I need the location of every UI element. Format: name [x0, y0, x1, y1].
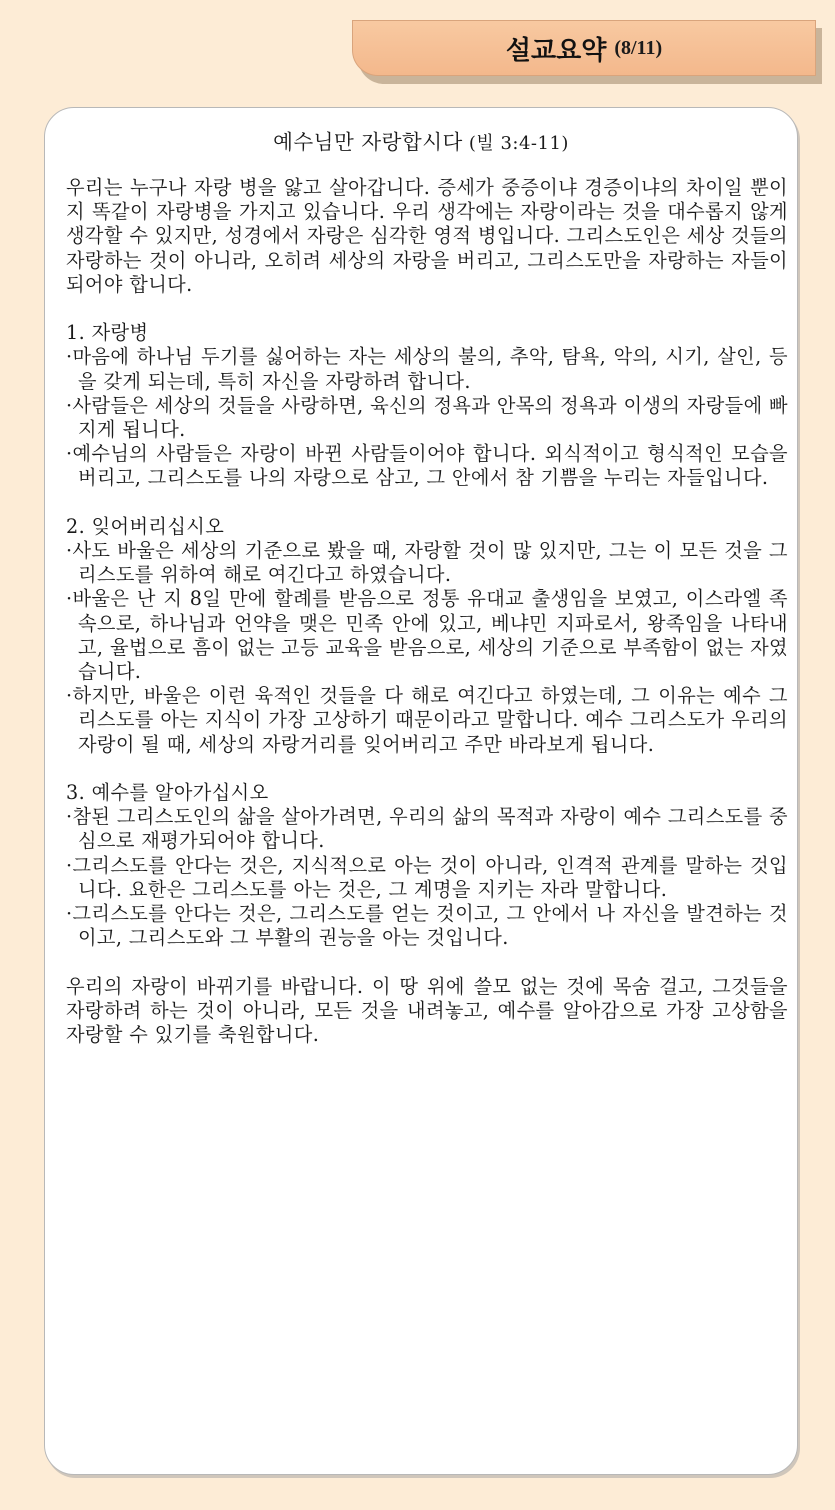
- bullet-item: ·사도 바울은 세상의 기준으로 봤을 때, 자랑할 것이 많 있지만, 그는 이 모든 것을 그리스도를 위하여 해로 여긴다고 하였습니다.: [66, 539, 788, 587]
- page-indicator: (8/11): [614, 36, 663, 59]
- sermon-body: [66, 176, 788, 1047]
- sermon-title-line: [45, 125, 797, 155]
- sermon-card: [44, 107, 798, 1475]
- scripture-reference: (빌 3:4-11): [468, 133, 569, 154]
- header-tab: [352, 20, 822, 84]
- section-heading: 3. 예수를 알아가십시오: [66, 781, 269, 805]
- bullet-item: ·하지만, 바울은 이런 육적인 것들을 다 해로 여긴다고 하였는데, 그 이유는 예수 그리스도를 아는 지식이 가장 고상하기 때문이라고 말합니다. 예수 그리스도가 우리의 자랑이 될 때, 세상의 자랑거리를 잊어버리고 주만 바라보게 됩니다.: [66, 684, 788, 756]
- bullet-item: ·사람들은 세상의 것들을 사랑하면, 육신의 정욕과 안목의 정욕과 이생의 자랑들에 빠지게 됩니다.: [66, 393, 788, 442]
- page-title: 설교요약: [505, 35, 607, 66]
- intro-paragraph: 우리는 누구나 자랑 병을 앓고 살아갑니다. 증세가 중증이냐 경증이냐의 차이일 뿐이지 똑같이 자랑병을 가지고 있습니다. 우리 생각에는 자랑이라는 것을 대수롭지 않게 생각할 수 있지만, 성경에서 자랑은 심각한 영적 병입니다. 그리스도인은 세상 것들의 자랑하는 것이 아니라, 오히려 세상의 자랑을 버리고, 그리스도만을 자랑하는 자들이 되어야 합니다.: [66, 176, 788, 296]
- section-3: [66, 781, 788, 950]
- bullet-item: ·그리스도를 안다는 것은, 그리스도를 얻는 것이고, 그 안에서 나 자신을 발견하는 것이고, 그리스도와 그 부활의 권능을 아는 것입니다.: [66, 902, 788, 950]
- bullet-item: ·참된 그리스도인의 삶을 살아가려면, 우리의 삶의 목적과 자랑이 예수 그리스도를 중심으로 재평가되어야 합니다.: [66, 805, 788, 853]
- bullet-item: ·바울은 난 지 8일 만에 할례를 받음으로 정통 유대교 출생임을 보였고, 이스라엘 족속으로, 하나님과 언약을 맺은 민족 안에 있고, 베냐민 지파로서, 왕족임을 나타내고, 율법으로 흠이 없는 고등 교육을 받음으로, 세상의 기준으로 부족함이 없는 자였습니다.: [66, 587, 788, 684]
- sermon-title: 예수님만 자랑합시다: [273, 130, 463, 154]
- section-heading: 1. 자랑병: [66, 321, 149, 345]
- header-tab-face: [352, 20, 816, 76]
- bullet-item: ·마음에 하나님 두기를 싫어하는 자는 세상의 불의, 추악, 탐욕, 악의, 시기, 살인, 등을 갖게 되는데, 특히 자신을 자랑하려 합니다.: [66, 345, 788, 393]
- section-2: [66, 515, 788, 757]
- bullet-item: ·그리스도를 안다는 것은, 지식적으로 아는 것이 아니라, 인격적 관계를 말하는 것입니다. 요한은 그리스도를 아는 것은, 그 계명을 지키는 자라 말합니다.: [66, 853, 788, 901]
- section-1: [66, 321, 788, 490]
- bullet-item: ·예수님의 사람들은 자랑이 바뀐 사람들이어야 합니다. 외식적이고 형식적인 모습을 버리고, 그리스도를 나의 자랑으로 삼고, 그 안에서 참 기쁨을 누리는 자들입니다.: [66, 442, 788, 490]
- conclusion-paragraph: 우리의 자랑이 바뀌기를 바랍니다. 이 땅 위에 쓸모 없는 것에 목숨 걸고, 그것들을 자랑하려 하는 것이 아니라, 모든 것을 내려놓고, 예수를 알아감으로 가장 고상함을 자랑할 수 있기를 축원합니다.: [66, 974, 788, 1047]
- section-heading: 2. 잊어버리십시오: [66, 514, 225, 538]
